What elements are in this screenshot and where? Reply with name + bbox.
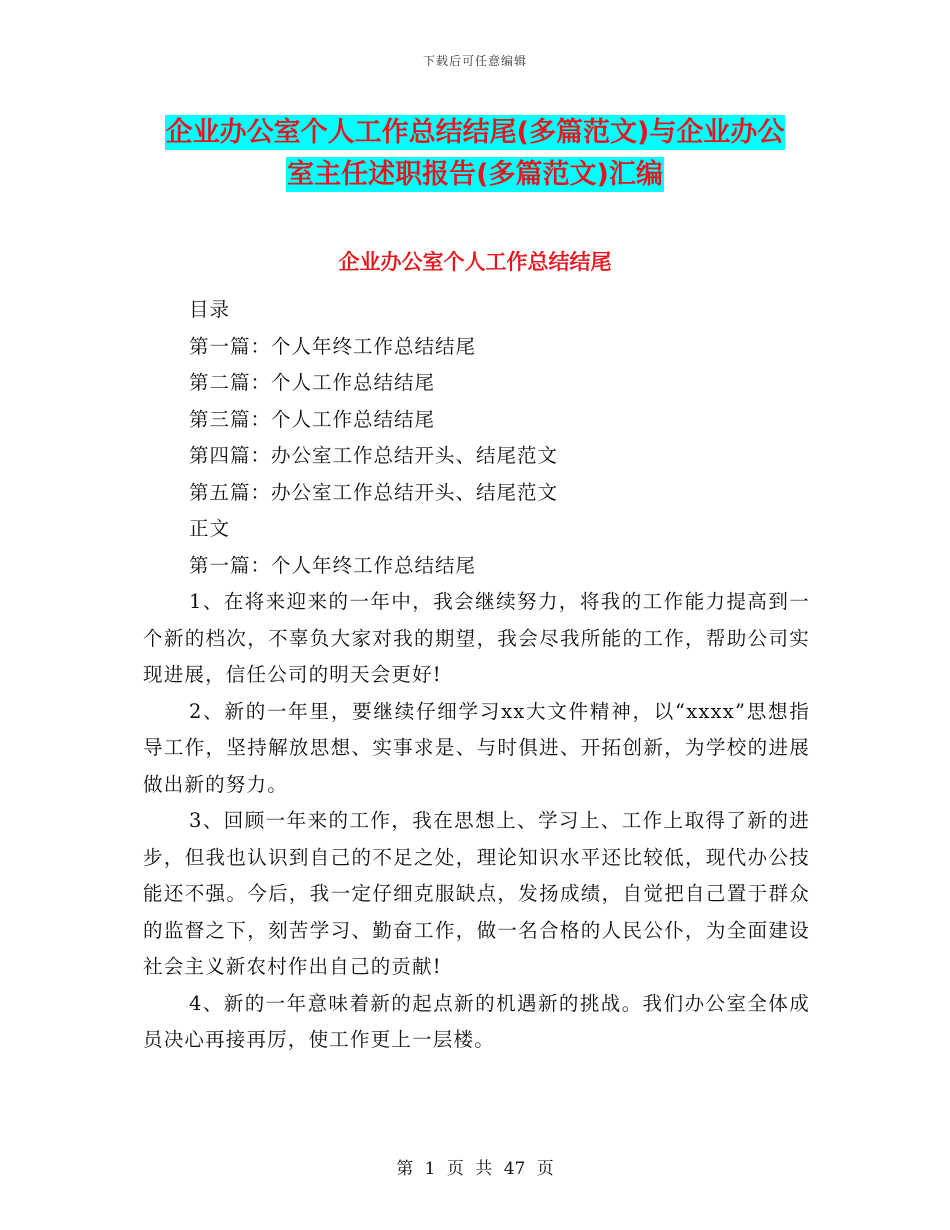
- document-title: [140, 112, 810, 196]
- toc-item: 第三篇：个人工作总结结尾: [189, 407, 436, 431]
- toc-item: 第一篇：个人年终工作总结结尾: [189, 334, 477, 358]
- title-line-2: 室主任述职报告(多篇范文)汇编: [287, 159, 663, 190]
- document-body: [143, 292, 810, 1059]
- toc-heading: 目录: [189, 298, 231, 321]
- section-title: 企业办公室个人工作总结结尾: [338, 250, 612, 274]
- header-note: 下载后可任意编辑: [422, 54, 527, 68]
- title-line-1: 企业办公室个人工作总结结尾(多篇范文)与企业办公: [165, 117, 785, 148]
- body-heading: 正文: [189, 517, 231, 540]
- paragraph: 4、新的一年意味着新的起点新的机遇新的挑战。我们办公室全体成员决心再接再厉，使工作更上一层楼。: [143, 991, 810, 1051]
- paragraph: 1、在将来迎来的一年中，我会继续努力，将我的工作能力提高到一个新的档次，不辜负大家对我的期望，我会尽我所能的工作，帮助公司实现进展，信任公司的明天会更好!: [143, 590, 810, 686]
- paragraph: 3、回顾一年来的工作，我在思想上、学习上、工作上取得了新的进步，但我也认识到自己的不足之处，理论知识水平还比较低，现代办公技能还不强。今后，我一定仔细克服缺点，发扬成绩，自觉把自己置于群众的监督之下，刻苦学习、勤奋工作，做一名合格的人民公仆，为全面建设社会主义新农村作出自己的贡献!: [143, 809, 810, 978]
- page-number: 第 1 页 共 47 页: [396, 1159, 554, 1179]
- paragraph: 2、新的一年里，要继续仔细学习xx大文件精神，以“xxxx”思想指导工作，坚持解放思想、实事求是、与时俱进、开拓创新，为学校的进展做出新的努力。: [143, 699, 810, 796]
- toc-item: 第五篇：办公室工作总结开头、结尾范文: [189, 480, 559, 504]
- chapter-title: 第一篇：个人年终工作总结结尾: [189, 553, 477, 577]
- toc-item: 第四篇：办公室工作总结开头、结尾范文: [189, 444, 559, 467]
- toc-item: 第二篇：个人工作总结结尾: [189, 371, 436, 394]
